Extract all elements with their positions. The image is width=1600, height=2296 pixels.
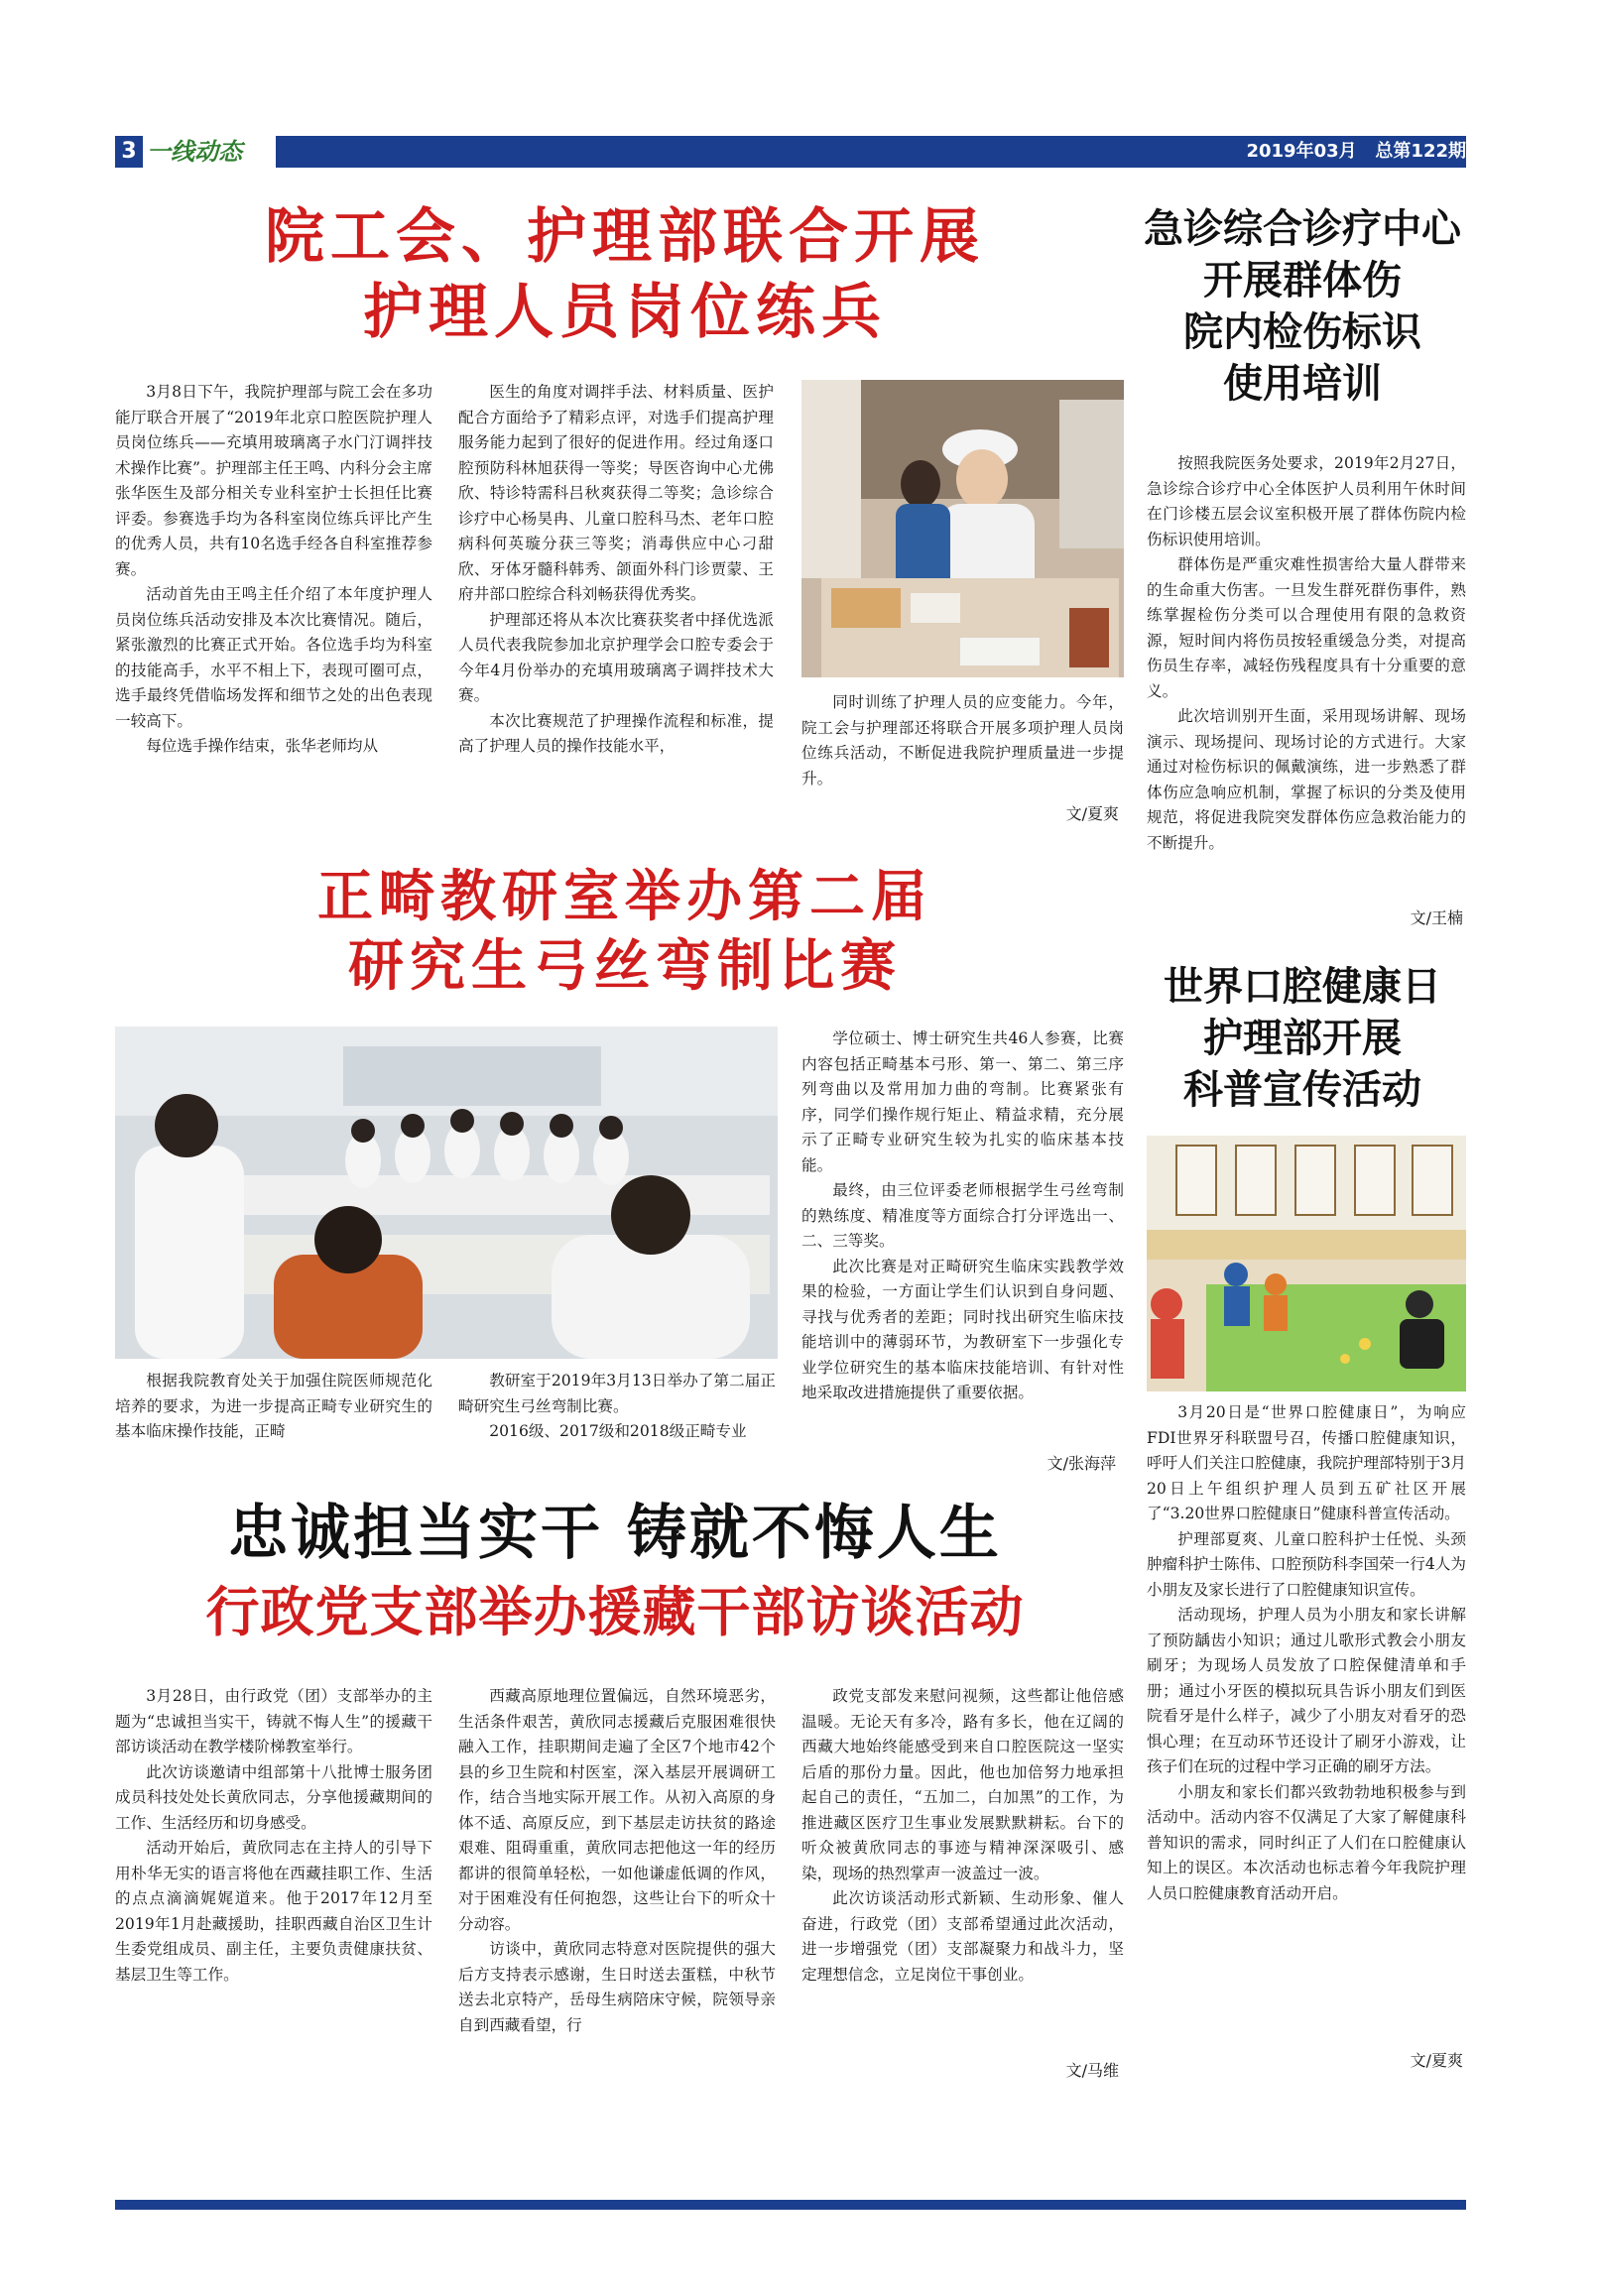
article4-para: 3月20日是“世界口腔健康日”，为响应FDI世界牙科联盟号召，传播口腔健康知识，呼吁人们关注口腔健康，我院护理部特别于3月20日上午组织护理人员到五矿社区开展了“3.20世界口腔健康日”健康科普宣传活动。 (1147, 1403, 1466, 1522)
article5-col1-para: 活动开始后，黄欣同志在主持人的引导下用朴华无实的语言将他在西藏挂职工作、生活的点点滴滴娓娓道来。他于2017年12月至2019年1月赴藏援助，挂职西藏自治区卫生计生委党组成员、副主任，主要负责健康扶贫、基层卫生等工作。 (115, 1839, 432, 1984)
article3-title-line1: 正畸教研室举办第二届 (317, 864, 932, 929)
article5-column-3 (801, 1684, 1124, 2061)
article2-title-line1: 急诊综合诊疗中心 (1144, 205, 1461, 252)
article2-para: 此次培训别开生面，采用现场讲解、现场演示、现场提问、现场讨论的方式进行。大家通过对检伤标识的佩戴演练，进一步熟悉了群体伤应急响应机制，掌握了标识的分类及使用规范，将促进我院突发群体伤应急救治能力的不断提升。 (1147, 707, 1466, 852)
article5-col1-para: 此次访谈邀请中组部第十八批博士服务团成员科技处处长黄欣同志，分享他援藏期间的工作、生活经历和切身感受。 (115, 1762, 432, 1832)
article1-column-3 (801, 690, 1124, 799)
article3-col3-para: 此次比赛是对正畸研究生临床实践教学效果的检验，一方面让学生们认识到自身问题、寻找与优秀者的差距；同时找出研究生临床技能培训中的薄弱环节，为教研室下一步强化专业学位研究生的基本临床技能培训、有针对性地采取改进措施提供了重要依据。 (801, 1257, 1124, 1401)
article3-photo (115, 1027, 778, 1359)
article1-col3-para: 同时训练了护理人员的应变能力。今年，院工会与护理部还将联合开展多项护理人员岗位练兵活动，不断促进我院护理质量进一步提升。 (801, 693, 1124, 787)
article4-title-line3: 科普宣传活动 (1183, 1066, 1421, 1113)
article4-title-line2: 护理部开展 (1203, 1015, 1402, 1061)
article2-byline: 文/王楠 (1410, 908, 1463, 927)
article3-col3-para: 学位硕士、博士研究生共46人参赛，比赛内容包括正畸基本弓形、第一、第二、第三序列弯曲以及常用加力曲的弯制。比赛紧张有序，同学们操作规行矩止、精益求精，充分展示了正畸专业研究生较为扎实的临床基本技能。 (801, 1029, 1124, 1174)
article1-col1-para: 活动首先由王鸣主任介绍了本年度护理人员岗位练兵活动安排及本次比赛情况。随后，紧张激烈的比赛正式开始。各位选手均为科室的技能高手，水平不相上下，表现可圈可点，选手最终凭借临场发挥和细节之处的出色表现一较高下。 (115, 585, 432, 730)
article1-photo (801, 380, 1124, 677)
article3-col1-para: 根据我院教育处关于加强住院医师规范化培养的要求，为进一步提高正畸专业研究生的基本临床操作技能，正畸 (115, 1372, 432, 1440)
footer-bar (115, 2200, 1466, 2210)
nurse-competition-image (801, 380, 1124, 677)
article4-photo (1147, 1136, 1466, 1391)
article3-column-2 (458, 1369, 776, 1448)
article3-col2-para: 2016级、2017级和2018级正畸专业 (489, 1422, 747, 1440)
article3-title-line2: 研究生弓丝弯制比赛 (348, 933, 902, 999)
article1-col1-para: 3月8日下午，我院护理部与院工会在多功能厅联合开展了“2019年北京口腔医院护理人员岗位练兵——充填用玻璃离子水门汀调拌技术操作比赛”。护理部主任王鸣、内科分会主席张华医生及部分相关专业科室护士长担任比赛评委。参赛选手均为各科室岗位练兵评比产生的优秀人员，共有10名选手经各自科室推荐参赛。 (115, 383, 432, 578)
article5-title-line1: 忠诚担当实干 铸就不悔人生 (228, 1499, 1002, 1568)
article1-col1-para: 每位选手操作结束，张华老师均从 (146, 737, 379, 755)
article4-para: 小朋友和家长们都兴致勃勃地积极参与到活动中。活动内容不仅满足了大家了解健康科普知识的需求，同时纠正了人们在口腔健康认知上的误区。本次活动也标志着今年我院护理人员口腔健康教育活动开启。 (1147, 1782, 1466, 1902)
section-name: 一线动态 (147, 137, 242, 166)
article1-title-line1: 院工会、护理部联合开展 (265, 202, 985, 272)
article2-title-line4: 使用培训 (1223, 360, 1382, 407)
article2-para: 按照我院医务处要求，2019年2月27日，急诊综合诊疗中心全体医护人员利用午休时间在门诊楼五层会议室积极开展了群体伤院内检伤标识使用培训。 (1147, 454, 1466, 548)
article5-title-line2: 行政党支部举办援藏干部访谈活动 (205, 1580, 1025, 1643)
article3-column-3 (801, 1027, 1124, 1448)
article3-col3-para: 最终，由三位评委老师根据学生弓丝弯制的熟练度、精准度等方面综合打分评选出一、二、三等奖。 (801, 1181, 1124, 1250)
article1-column-1 (115, 380, 432, 836)
article2-para: 群体伤是严重灾难性损害给大量人群带来的生命重大伤害。一旦发生群死群伤事件，熟练掌握检伤分类可以合理使用有限的急救资源，短时间内将伤员按轻重缓急分类，对提高伤员生存率，减轻伤残程度具有十分重要的意义。 (1147, 555, 1466, 700)
article5-col3-para: 此次访谈活动形式新颖、生动形象、催人奋进，行政党（团）支部希望通过此次活动，进一步增强党（团）支部凝聚力和战斗力，坚定理想信念，立足岗位干事创业。 (801, 1889, 1124, 1984)
article5-col2-para: 访谈中，黄欣同志特意对医院提供的强大后方支持表示感谢，生日时送去蛋糕，中秋节送去北京特产，岳母生病陪床守候，院领导亲自到西藏看望，行 (458, 1940, 776, 2034)
article1-col2-para: 医生的角度对调拌手法、材料质量、医护配合方面给予了精彩点评，对选手们提高护理服务能力起到了很好的促进作用。经过角逐口腔预防科林旭获得一等奖；导医咨询中心尤佛欣、特诊特需科吕秋爽获得二等奖；急诊综合诊疗中心杨昊冉、儿童口腔科马杰、老年口腔病科何英璇分获三等奖；消毒供应中心刁甜欣、牙体牙髓科韩秀、颌面外科门诊贾蒙、王府井部口腔综合科刘畅获得优秀奖。 (458, 383, 774, 603)
article4-title-line1: 世界口腔健康日 (1164, 963, 1441, 1010)
article2-body (1147, 451, 1466, 903)
article4-byline: 文/夏爽 (1410, 2051, 1463, 2070)
article1-column-2 (458, 380, 774, 836)
article4-body (1147, 1400, 1466, 2048)
article5-col2-para: 西藏高原地理位置偏远，自然环境恶劣，生活条件艰苦，黄欣同志援藏后克服困难很快融入工作，挂职期间走遍了全区7个地市42个县的乡卫生院和村医室，深入基层开展调研工作，结合当地实际开展工作。从初入高原的身体不适、高原反应，到下基层走访扶贫的路途艰难、阻碍重重，黄欣同志把他这一年的经历都讲的很简单轻松，一如他谦虚低调的作风，对于困难没有任何抱怨，这些让台下的听众十分动容。 (458, 1687, 776, 1933)
article1-title-line2: 护理人员岗位练兵 (363, 278, 887, 347)
article5-col3-para: 政党支部发来慰问视频，这些都让他倍感温暖。无论天有多冷，路有多长，他在辽阔的西藏大地始终能感受到来自口腔医院这一坚实后盾的那份力量。因此，他也加倍努力地承担起自己的责任，“五加二，白加黑”的工作，为推进藏区医疗卫生事业发展默默耕耘。台下的听众被黄欣同志的事迹与精神深深吸引、感染，现场的热烈掌声一波盖过一波。 (801, 1687, 1124, 1882)
article3-column-1 (115, 1369, 432, 1448)
article1-byline: 文/夏爽 (1065, 804, 1119, 823)
article5-column-1 (115, 1684, 432, 2081)
article1-col2-para: 护理部还将从本次比赛获奖者中择优选派人员代表我院参加北京护理学会口腔专委会于今年4月份举办的充填用玻璃离子调拌技术大赛。 (458, 610, 774, 704)
orthodontic-contest-image (115, 1027, 778, 1359)
article5-column-2 (458, 1684, 776, 2081)
article2-title-line2: 开展群体伤 (1203, 257, 1402, 303)
article4-para: 活动现场，护理人员为小朋友和家长讲解了预防龋齿小知识；通过儿歌形式教会小朋友刷牙；为现场人员发放了口腔保健清单和手册；通过小牙医的模拟玩具告诉小朋友们到医院看牙是什么样子，减少了小朋友对看牙的恐惧心理；在互动环节还设计了刷牙小游戏，让孩子们在玩的过程中学习正确的刷牙方法。 (1147, 1606, 1466, 1775)
issue-date: 2019年03月 总第122期 (1246, 141, 1466, 162)
oral-health-day-image (1147, 1136, 1466, 1391)
page-number: 3 (115, 136, 143, 168)
article1-col2-para: 本次比赛规范了护理操作流程和标准，提高了护理人员的操作技能水平， (458, 711, 774, 755)
article5-col1-para: 3月28日，由行政党（团）支部举办的主题为“忠诚担当实干，铸就不悔人生”的援藏干部访谈活动在教学楼阶梯教室举行。 (115, 1687, 432, 1755)
article3-byline: 文/张海萍 (1046, 1454, 1116, 1473)
article2-title-line3: 院内检伤标识 (1183, 308, 1421, 355)
article4-para: 护理部夏爽、儿童口腔科护士任悦、头颈肿瘤科护士陈伟、口腔预防科李国荣一行4人为小朋友及家长进行了口腔健康知识宣传。 (1147, 1529, 1466, 1599)
article5-byline: 文/马维 (1065, 2061, 1119, 2080)
article3-col2-para: 教研室于2019年3月13日举办了第二届正畸研究生弓丝弯制比赛。 (458, 1372, 776, 1415)
